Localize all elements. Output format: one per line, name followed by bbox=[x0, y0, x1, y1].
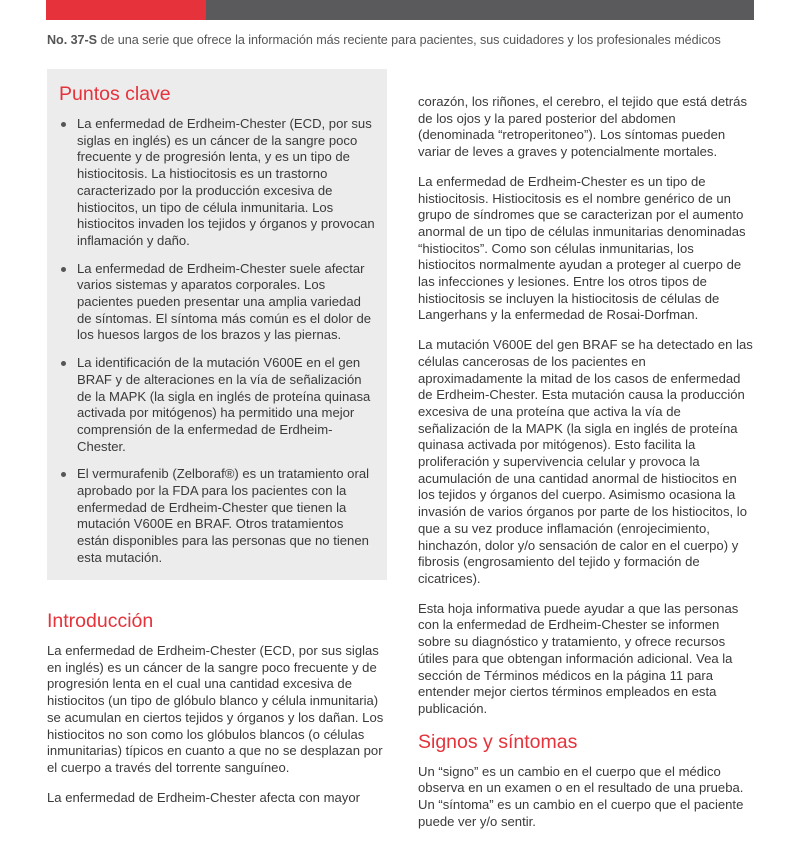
header-accent-bar bbox=[46, 0, 206, 20]
body-paragraph: La mutación V600E del gen BRAF se ha detectado en las células cancerosas de los pacientes en aproximadamente la mitad de los casos de enfermedad de Erdheim-Chester. Esta mutación causa la producción excesiva de una proteína que activa la vía de señalización de la MAPK (la sigla en inglés de proteína quinasa activada por mitógenos). Esto facilita la proliferación y supervivencia celular y provoca la acumulación de una cantidad anormal de histiocitos en los tejidos y órganos del cuerpo. Asimismo ocasiona la invasión de varios órganos por parte de los histiocitos, lo que a su vez produce inflamación (enrojecimiento, hinchazón, dolor y/o sensación de calor en el cuerpo) y fibrosis (engrosamiento del tejido y formación de cicatrices). bbox=[418, 337, 753, 586]
right-column bbox=[418, 94, 753, 843]
signs-symptoms-paragraph: Un “signo” es un cambio en el cuerpo que el médico observa en un examen o en el resultado de una prueba. Un “síntoma” es un cambio en el cuerpo que el paciente puede ver y/o sentir. bbox=[418, 763, 744, 829]
body-paragraph: La enfermedad de Erdheim-Chester es un tipo de histiocitosis. Histiocitosis es el nombre genérico de un grupo de síndromes que se caracterizan por el aumento anormal de un tipo de células inmunitarias denominadas “histiocitos”. Como son células inmunitarias, los histiocitos normalmente ayudan a proteger al cuerpo de las infecciones y lesiones. Entre los otros tipos de histiocitosis se incluyen la histiocitosis de células de Langerhans y la enfermedad de Rosai-Dorfman. bbox=[418, 173, 746, 323]
series-description bbox=[47, 33, 767, 47]
signs-symptoms-section bbox=[418, 731, 753, 831]
introduction-paragraph: La enfermedad de Erdheim-Chester afecta con mayor bbox=[47, 789, 360, 805]
header-bar bbox=[206, 0, 754, 20]
key-point-item: El vermurafenib (Zelboraf®) es un tratamiento oral aprobado por la FDA para los pacientes con la enfermedad de Erdheim-Chester que tienen la mutación V600E en BRAF. Otros tratamientos están disponibles para las personas que no tienen esta mutación. bbox=[59, 466, 375, 566]
introduction-section bbox=[47, 610, 387, 819]
key-points-title: Puntos clave bbox=[59, 83, 171, 105]
key-points-box bbox=[47, 69, 387, 580]
body-paragraph: Esta hoja informativa puede ayudar a que las personas con la enfermedad de Erdheim-Chester se informen sobre su diagnóstico y tratamiento, y ofrece recursos útiles para que obtengan información adicional. Vea la sección de Términos médicos en la página 11 para entender mejor ciertos términos empleados en esta publicación. bbox=[418, 600, 739, 716]
key-point-item: La enfermedad de Erdheim-Chester (ECD, por sus siglas en inglés) es un cáncer de la sangre poco frecuente y de progresión lenta, y es un tipo de histiocitosis. La histiocitosis es un trastorno caracterizado por la producción excesiva de histiocitos, un tipo de célula inmunitaria. Los histiocitos invaden los tejidos y órganos y provocan inflamación y daño. bbox=[59, 116, 375, 250]
key-point-item: La enfermedad de Erdheim-Chester suele afectar varios sistemas y aparatos corporales. Los pacientes pueden presentar una amplia variedad de síntomas. El síntoma más común es el dolor de los huesos largos de los brazos y las piernas. bbox=[59, 261, 375, 345]
body-paragraph: corazón, los riñones, el cerebro, el tejido que está detrás de los ojos y la pared posterior del abdomen (denominada “retroperitoneo”). Los síntomas pueden variar de leves a graves y potencialmente mortales. bbox=[418, 94, 747, 160]
introduction-paragraph: La enfermedad de Erdheim-Chester (ECD, por sus siglas en inglés) es un cáncer de la sangre poco frecuente y de progresión lenta en el cual una cantidad excesiva de histiocitos (un tipo de glóbulo blanco y célula inmunitaria) se acumulan en ciertos tejidos y órganos y los dañan. Los histiocitos no son como los glóbulos blancos (o células inmunitarias) típicos en cuanto a que no se desplazan por el cuerpo a través del torrente sanguíneo. bbox=[47, 643, 384, 775]
key-points-list bbox=[59, 116, 375, 567]
signs-symptoms-title: Signos y síntomas bbox=[418, 730, 578, 753]
key-point-item: La identificación de la mutación V600E en el gen BRAF y de alteraciones en la vía de señalización de la MAPK (la sigla en inglés de proteína quinasa activada por mitógenos) ha permitido una mejor comprensión de la enfermedad de Erdheim-Chester. bbox=[59, 355, 375, 455]
series-text: de una serie que ofrece la información más reciente para pacientes, sus cuidadores y los profesionales médicos bbox=[97, 33, 721, 47]
series-number: No. 37-S bbox=[47, 33, 97, 47]
introduction-title: Introducción bbox=[47, 610, 154, 632]
